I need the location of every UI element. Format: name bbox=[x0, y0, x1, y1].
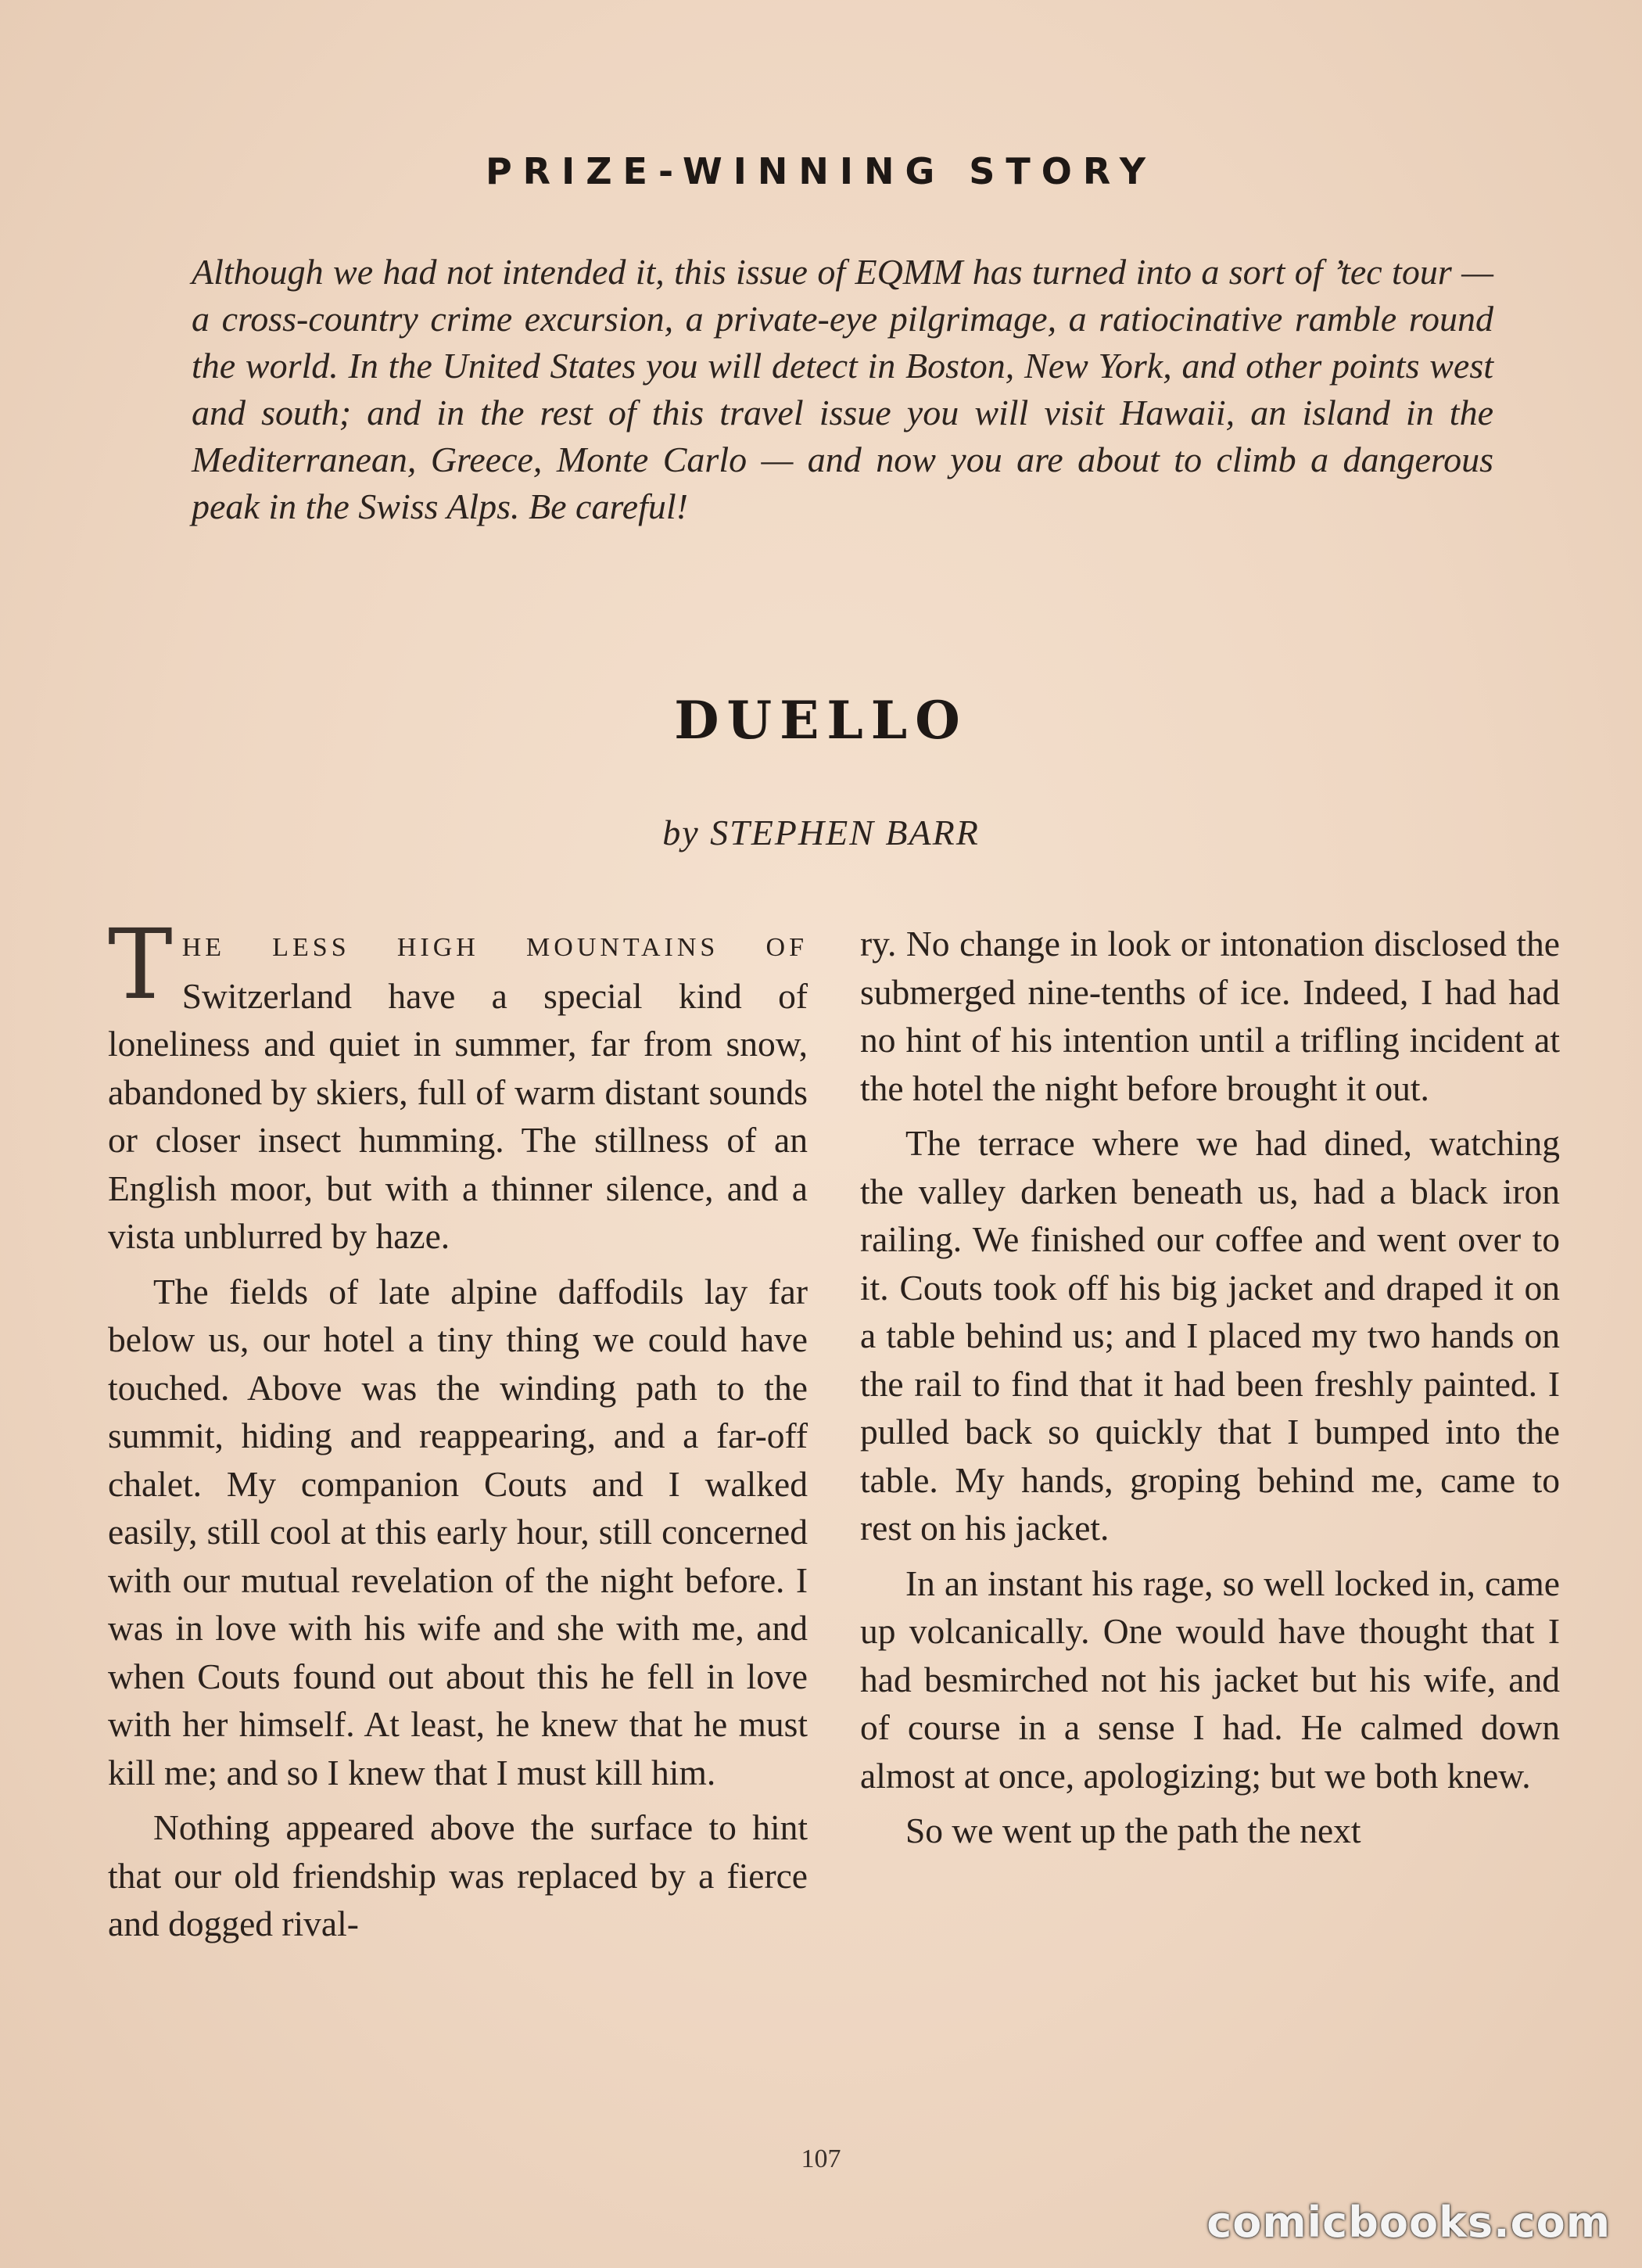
editorial-intro: Although we had not intended it, this issue of EQMM has turned into a sort of ’tec tour — a cross-country crime excursion, a private-eye pilgrimage, a ratiocinative ramble round the world. In the United States you will detect in Boston, New York, and other points west and south; and in the rest of this travel issue you will visit Hawaii, an island in the Mediterranean, Greece, Monte Carlo — and now you are about to climb a dangerous peak in the Swiss Alps. Be careful! bbox=[192, 252, 1493, 526]
story-paragraph: ry. No change in look or intonation disclosed the submerged nine-tenths of ice. Indeed, I had had no hint of his intention until a trifling incident at the hotel the night before brought it out. bbox=[860, 924, 1560, 1108]
story-paragraph: So we went up the path the next bbox=[905, 1810, 1361, 1850]
story-paragraph: In an instant his rage, so well locked in, came up volcanically. One would have thought that I had besmirched not his jacket but his wife, and of course in a sense I had. He calmed down almost at once, apologizing; but we both knew. bbox=[860, 1563, 1560, 1796]
story-paragraph-text: Switzerland have a special kind of loneliness and quiet in summer, far from snow, abandoned by skiers, full of warm distant sounds or closer insect humming. The stillness of an English moor, but with a thinner silence, and a vista unblurred by haze. bbox=[108, 975, 808, 1256]
story-paragraph bbox=[108, 909, 808, 1261]
story-paragraph: Nothing appeared above the surface to hint that our old friendship was replaced by a fierce and dogged rival- bbox=[108, 1807, 808, 1943]
story-column-left bbox=[108, 909, 808, 1955]
story-byline: by STEPHEN BARR bbox=[662, 813, 980, 852]
story-column-right bbox=[860, 920, 1560, 1862]
story-paragraph: The terrace where we had dined, watching the valley darken beneath us, had a black iron railing. We finished our coffee and went over to it. Couts took off his big jacket and draped it on a table behind us; and I placed my two hands on the rail to find that it had been freshly painted. I pulled back so quickly that I bumped into the table. My hands, groping behind me, came to rest on his jacket. bbox=[860, 1123, 1560, 1548]
page-number: 107 bbox=[801, 2144, 841, 2173]
drop-cap: T bbox=[108, 909, 173, 1021]
section-kicker: PRIZE-WINNING STORY bbox=[485, 150, 1157, 192]
story-paragraph: The fields of late alpine daffodils lay far below us, our hotel a tiny thing we could have touched. Above was the winding path to the summit, hiding and reappearing, and a far-off chalet. My companion Couts and I walked easily, still cool at this early hour, still concerned with our mutual revelation of the night before. I was in love with his wife and she with me, and when Couts found out about this he fell in love with her himself. At least, he knew that he must kill me; and so I knew that I must kill him. bbox=[108, 1271, 808, 1793]
story-title: DUELLO bbox=[674, 690, 968, 751]
site-watermark: comicbooks.com bbox=[1206, 2198, 1611, 2247]
lead-in-small-caps: HE LESS HIGH MOUNTAINS OF bbox=[181, 933, 808, 962]
